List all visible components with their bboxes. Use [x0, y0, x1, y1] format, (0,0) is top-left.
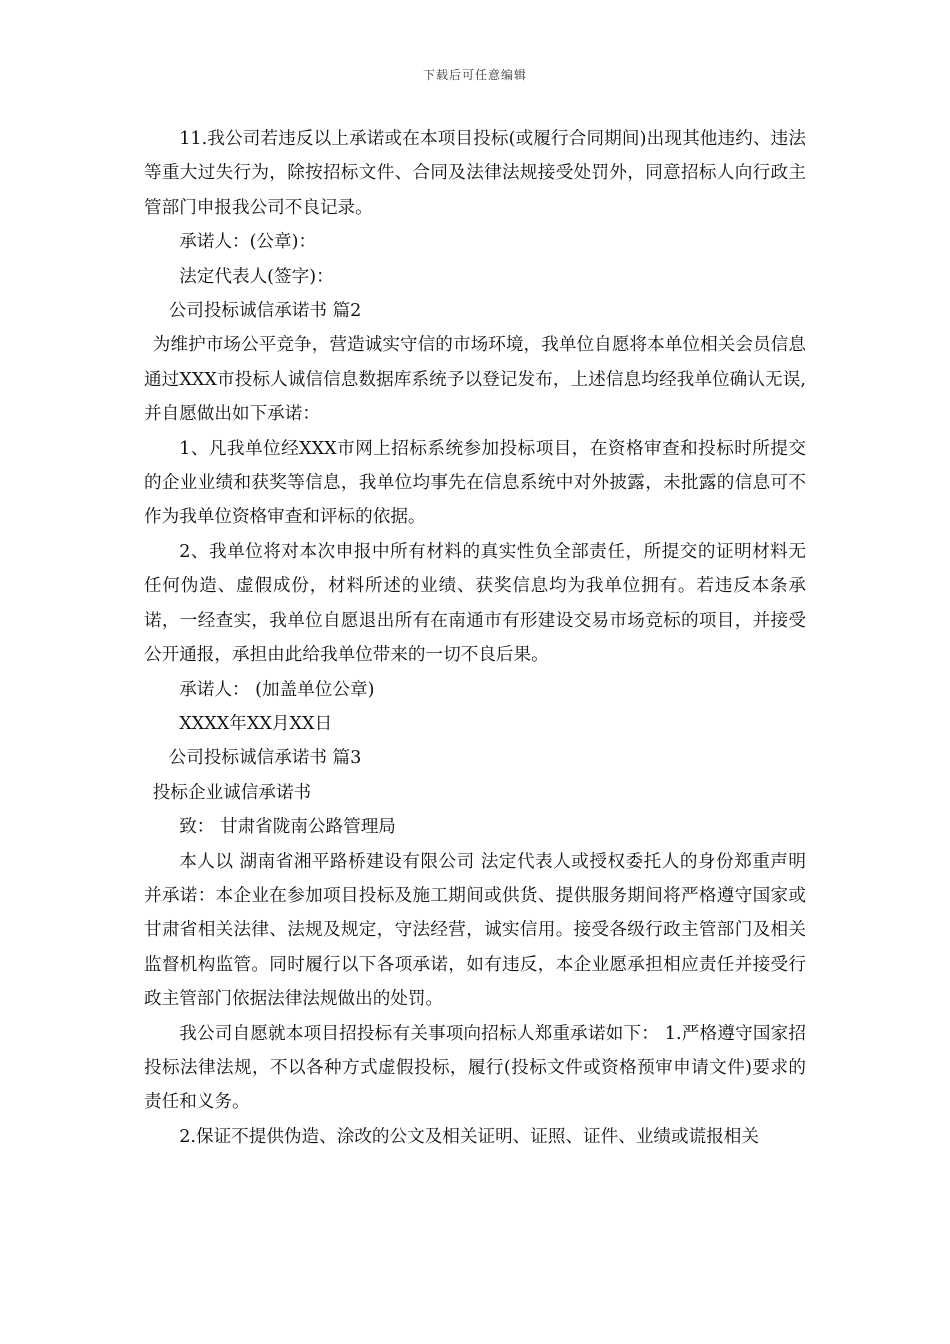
paragraph: 承诺人： (加盖单位公章) — [179, 679, 375, 700]
paragraph: 2、我单位将对本次申报中所有材料的真实性负全部责任，所提交的证明材料无任何伪造、虚假成份，材料所述的业绩、获奖信息均为我单位拥有。若违反本条承诺，一经查实，我单位自愿退出所有在南通市有形建设交易市场竞标的项目，并接受公开通报，承担由此给我单位带来的一切不良后果。 — [144, 541, 806, 666]
paragraph: 承诺人：(公章)： — [179, 232, 317, 253]
paragraph: 1、凡我单位经XXX市网上招标系统参加投标项目，在资格审查和投标时所提交的企业业绩和获奖等信息，我单位均事先在信息系统中对外披露，未批露的信息可不作为我单位资格审查和评标的依据。 — [144, 438, 806, 528]
paragraph: 致： 甘肃省陇南公路管理局 — [179, 817, 396, 838]
paragraph: 为维护市场公平竞争，营造诚实守信的市场环境，我单位自愿将本单位相关会员信息通过XXX市投标人诚信信息数据库系统予以登记发布，上述信息均经我单位确认无误,并自愿做出如下承诺： — [144, 335, 806, 425]
section-heading: 公司投标诚信承诺书 篇2 — [168, 301, 362, 322]
paragraph: 法定代表人(签字)： — [179, 266, 334, 287]
paragraph: 投标企业诚信承诺书 — [152, 782, 312, 803]
paragraph: XXXX年XX月XX日 — [179, 713, 333, 734]
paragraph: 2.保证不提供伪造、涂改的公文及相关证明、证照、证件、业绩或谎报相关 — [179, 1126, 759, 1147]
paragraph: 11.我公司若违反以上承诺或在本项目投标(或履行合同期间)出现其他违约、违法等重大过失行为，除按招标文件、合同及法律法规接受处罚外，同意招标人向行政主管部门申报我公司不良记录。 — [144, 129, 806, 218]
paragraph: 我公司自愿就本项目招投标有关事项向招标人郑重承诺如下： 1.严格遵守国家招投标法律法规，不以各种方式虚假投标，履行(投标文件或资格预审申请文件)要求的责任和义务。 — [144, 1023, 806, 1113]
paragraph: 本人以 湖南省湘平路桥建设有限公司 法定代表人或授权委托人的身份郑重声明并承诺：本企业在参加项目投标及施工期间或供货、提供服务期间将严格遵守国家或甘肃省相关法律、法规及规定，守法经营，诚实信用。接受各级行政主管部门及相关监督机构监管。同时履行以下各项承诺，如有违反，本企业愿承担相应责任并接受行政主管部门依据法律法规做出的处罚。 — [144, 851, 806, 1010]
document-body — [144, 122, 806, 1154]
page-header: 下载后可任意编辑 — [422, 68, 527, 82]
section-heading: 公司投标诚信承诺书 篇3 — [168, 748, 362, 769]
